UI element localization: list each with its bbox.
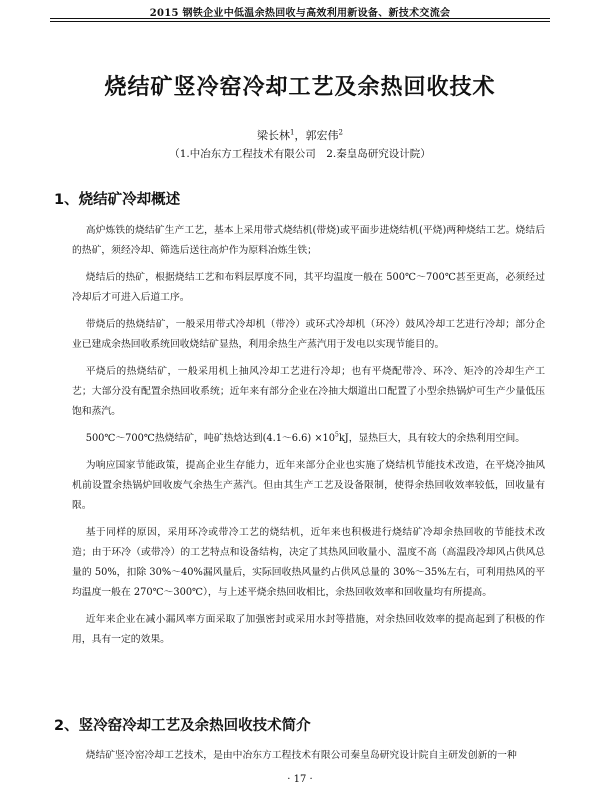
author-sup: 2 bbox=[338, 128, 343, 137]
author-sup: 1 bbox=[290, 128, 295, 137]
heat-exponent: 5 bbox=[335, 431, 339, 439]
section-heading-2: 2、竖冷窑冷却工艺及余热回收技术简介 bbox=[54, 718, 311, 734]
paragraph: 平烧后的热烧结矿，一般采用机上抽风冷却工艺进行冷却；也有平烧配带冷、环冷、矩冷的冷却生产工艺；大部分没有配置余热回收系统；近年来有部分企业在冷抽大烟道出口配置了小型余热锅炉可生产少量低压饱和蒸汽。 bbox=[72, 366, 545, 417]
paragraph: 带烧后的热烧结矿，一般采用带式冷却机（带冷）或环式冷却机（环冷）鼓风冷却工艺进行冷却；部分企业已建成余热回收系统回收烧结矿显热，利用余热生产蒸汽用于发电以实现节能目的。 bbox=[72, 319, 545, 350]
heat-text-after: kJ，显热巨大，具有较大的余热利用空间。 bbox=[338, 433, 526, 444]
article-title: 烧结矿竖冷窑冷却工艺及余热回收技术 bbox=[104, 75, 496, 100]
running-header: 2015 钢铁企业中低温余热回收与高效利用新设备、新技术交流会 bbox=[149, 8, 451, 19]
paragraph: 高炉炼铁的烧结矿生产工艺，基本上采用带式烧结机(带烧)或平面步进烧结机(平烧)两种烧结工艺。烧结后的热矿，须经冷却、筛选后送往高炉作为原料冶炼生铁； bbox=[72, 225, 545, 256]
author-name: 郭宏伟 bbox=[305, 129, 339, 142]
paragraph: 近年来企业在减小漏风率方面采取了加强密封或采用水封等措施，对余热回收效率的提高起到了积极的作用，具有一定的效果。 bbox=[72, 614, 545, 645]
author-line bbox=[0, 127, 600, 143]
header-rule-top bbox=[50, 18, 550, 19]
page-number: · 17 · bbox=[287, 774, 313, 785]
affiliation: （1.中冶东方工程技术有限公司 2.秦皇岛研究设计院） bbox=[169, 148, 431, 160]
section-1-body bbox=[72, 221, 545, 657]
header-rule-bottom bbox=[50, 21, 550, 22]
author-name: 梁长林 bbox=[257, 129, 291, 142]
section-heading-1: 1、烧结矿冷却概述 bbox=[54, 192, 181, 208]
paragraph: 基于同样的原因，采用环冷或带冷工艺的烧结机，近年来也积极进行烧结矿冷却余热回收的节能技术改造；由于环冷（或带冷）的工艺特点和设备结构，决定了其热风回收量小、温度不高（高温段冷却风占供风总量的 50%，扣除 30%～40%漏风量后，实际回收热风量约占供风总量的 30%～35%左右，可利用热风的平均温度一般在 270℃～300℃），与上述平烧余热回收相比，余热回收效率和回收量均有所提高。 bbox=[72, 527, 545, 598]
author-separator: ， bbox=[294, 129, 306, 142]
heat-text-before: 500℃～700℃热烧结矿，吨矿热焓达到(4.1～6.6) ×10 bbox=[85, 433, 335, 444]
paragraph: 烧结后的热矿，根据烧结工艺和布料层厚度不同，其平均温度一般在 500℃～700℃甚至更高，必须经过冷却后才可进入后道工序。 bbox=[72, 272, 545, 303]
paragraph-heat bbox=[72, 429, 545, 449]
paragraph: 为响应国家节能政策，提高企业生存能力，近年来部分企业也实施了烧结机节能技术改造，在平烧冷抽风机前设置余热锅炉回收废气余热生产蒸汽。但由其生产工艺及设备限制，使得余热回收效率较低，回收量有限。 bbox=[72, 460, 545, 511]
section-2-first-line: 烧结矿竖冷窑冷却工艺技术，是由中冶东方工程技术有限公司秦皇岛研究设计院自主研发创新的一种 bbox=[85, 750, 517, 761]
